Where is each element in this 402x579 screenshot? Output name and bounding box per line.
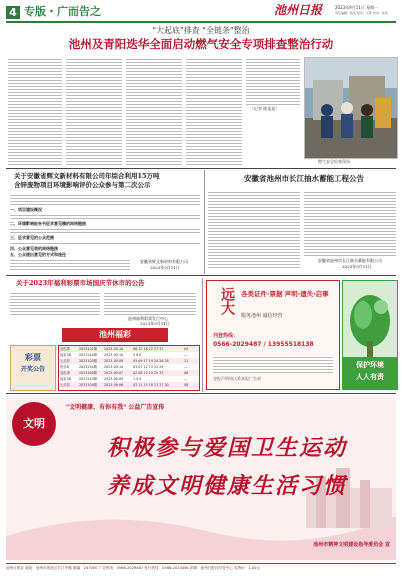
yuanda-detail-text [213, 355, 333, 373]
table-cell: 08 [184, 383, 189, 387]
photo-caption: 燃气安全检查现场 [318, 159, 350, 164]
lead-photo [304, 57, 398, 159]
lottery-side-label-2: 开奖公告 [20, 366, 45, 373]
footer-text: 池州日报社 地址：池州市贵池区长江中路 邮编：247000 广告热线：0566-2029487 发行热线：0566-2023456 印刷：池州日报社印务中心 零售价：1.00元 [6, 566, 260, 570]
yuanda-note: 登报声明请认准本报广告部 [213, 376, 261, 381]
table-cell: 双色球 [60, 371, 70, 375]
table-cell: 03 11 14 18 21 27 30 [133, 383, 169, 387]
table-cell: 2023-09-10 [104, 347, 124, 351]
table-cell: 2023-09-10 [104, 353, 124, 357]
yuanda-phone: 0566-2029487 / 13955518138 [213, 341, 314, 348]
table-cell: 福彩3D [60, 377, 72, 381]
health-banner [6, 396, 396, 560]
newspaper-logo: 池州日报 [274, 3, 323, 17]
table-row [59, 382, 199, 388]
yuanda-phone-label: 刊登热线： [213, 333, 239, 339]
notice2-signature: 安徽省池州市长江抽水蓄能有限公司 [318, 258, 382, 263]
table-cell: 06 12 18 22 27 31 [133, 347, 164, 351]
yuanda-title: 各类证件·票据 声明·遗失·启事 [241, 290, 329, 298]
header-rule [6, 21, 396, 23]
lead-bottom-rule [6, 168, 396, 169]
table-cell: 11 [184, 359, 189, 363]
notice1-subhead-1: 一、项目建设概况 [10, 207, 42, 212]
table-cell: 快乐8 [60, 365, 69, 369]
lottery-brand-banner: 池州福彩 [62, 328, 168, 342]
lead-byline: （记者 陈某某） [250, 106, 280, 111]
notice1-subhead-2: 二、环境影响报告书征求意见稿的网络链接 [10, 221, 86, 226]
env-ad [342, 280, 398, 390]
notice1-title-2: 含锌废物项目环境影响评价公众参与第二次公示 [14, 181, 151, 189]
table-cell: 2023244期 [79, 365, 97, 369]
table-cell: 双色球 [60, 347, 70, 351]
table-cell: 2023104期 [79, 383, 97, 387]
column-divider-2 [202, 278, 203, 392]
notice2-body-col1 [208, 190, 300, 270]
lead-column-3 [126, 57, 182, 165]
lottery-title: 关于2023年福利彩票市场国庆节休市的公告 [16, 279, 145, 287]
notice1-body-e [10, 258, 130, 270]
section-badge: 4 [6, 6, 20, 19]
notice1-subhead-5: 五、公众提出意见的方式和途径 [10, 252, 66, 257]
lottery-date: 2023年9月11日 [140, 321, 170, 326]
table-cell: 七乐彩 [60, 359, 70, 363]
notice2-date: 2023年9月11日 [342, 264, 372, 269]
table-cell: 2023-09-06 [104, 383, 124, 387]
lead-column-2 [66, 57, 122, 165]
editor-info: 责任编辑：陈某 版式：王某 校对：张某 [335, 11, 388, 15]
banner-logo: 文明 [12, 402, 56, 446]
notice2-title: 安徽省池州市长江抽水蓄能工程公告 [244, 174, 364, 183]
table-cell: 02 08 15 19 25 33 [133, 371, 164, 375]
lottery-side-label-1: 彩票 [25, 353, 41, 362]
banner-issuer: 池州市精神文明建设指导委员会 宣 [313, 542, 390, 548]
table-cell: 2023-09-10 [104, 365, 124, 369]
footer-rule [6, 563, 396, 564]
inspection-photo [305, 58, 397, 158]
notice1-body-c [10, 227, 200, 235]
column-divider [204, 170, 205, 274]
lottery-body-col1 [10, 291, 100, 315]
yuanda-ad [206, 280, 340, 390]
lead-column-4 [186, 57, 242, 165]
table-cell: — [184, 353, 188, 357]
table-cell: 09 [184, 347, 189, 351]
lead-headline: 池州及青阳迭华全面启动燃气安全专项排查整治行动 [68, 37, 334, 51]
lottery-results-table [58, 345, 200, 391]
notice1-subhead-3: 三、征求意见的公众范围 [10, 235, 54, 240]
table-cell: 福彩3D [60, 353, 72, 357]
lottery-side-panel [10, 345, 56, 391]
env-line-2: 人人有责 [356, 373, 384, 381]
table-cell: 06 [184, 371, 189, 375]
table-cell: 七乐彩 [60, 383, 70, 387]
lead-column-5 [246, 57, 300, 105]
table-cell: 2023243期 [79, 377, 97, 381]
notice1-body-a [10, 193, 200, 207]
table-cell: 2023-09-07 [104, 371, 124, 375]
banner-top-rule [6, 393, 396, 394]
lottery-body-col2 [104, 291, 196, 315]
table-cell: 2023100期 [79, 371, 97, 375]
notice2-body-col2 [304, 190, 396, 256]
env-line-1: 保护环境 [356, 361, 384, 369]
table-cell: — [184, 377, 188, 381]
notice1-title-1: 关于安徽省辉文新材料有限公司年综合利用15万吨 [14, 172, 160, 180]
table-cell: 2023-09-09 [104, 377, 124, 381]
yuanda-brand: 远大 [219, 287, 235, 315]
table-cell: — [184, 365, 188, 369]
notice1-body-b [10, 213, 200, 221]
table-cell: 2023101期 [79, 347, 97, 351]
yuanda-slogan: 服务池州 诚信经营 [241, 313, 283, 319]
lead-column-1 [8, 57, 62, 165]
table-cell: 2023-09-09 [104, 359, 124, 363]
table-cell: 05 09 17 19 24 26 28 [133, 359, 169, 363]
table-cell: 1 4 9 [133, 377, 142, 381]
lottery-signature: 池州福利彩票发行中心 [128, 316, 168, 321]
banner-calligraphy-1: 积极参与爱国卫生运动 [106, 435, 347, 461]
issue-date: 2023年9月11日 星期一 [335, 5, 379, 10]
section-name: 专版・广而告之 [24, 5, 101, 18]
mid-rule [6, 275, 396, 276]
banner-calligraphy-2: 养成文明健康生活习惯 [106, 473, 347, 499]
table-cell: 2023244期 [79, 353, 97, 357]
notice1-signature: 安徽省辉文新材料有限公司 [140, 259, 188, 264]
table-cell: 03 07 12 15 22 29 [133, 365, 164, 369]
table-cell: 2023105期 [79, 359, 97, 363]
notice1-date: 2023年9月11日 [150, 265, 180, 270]
banner-slogan-head: "文明健康、有你有我" 公益广告宣传 [66, 404, 165, 411]
table-cell: 3 6 8 [133, 353, 142, 357]
notice1-subhead-4: 四、公众意见表的网络链接 [10, 246, 58, 251]
lead-kicker: "大起底"排查 "全链条"整治 [152, 26, 250, 35]
